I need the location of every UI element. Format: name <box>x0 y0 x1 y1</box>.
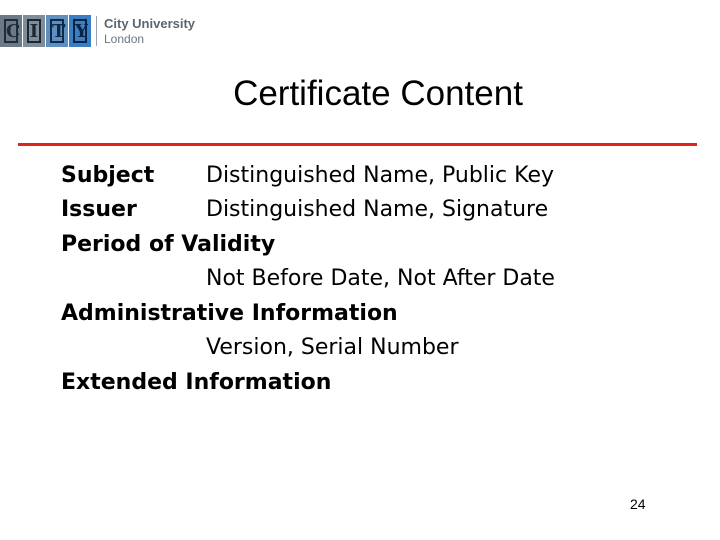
logo-tile-i: I <box>23 15 45 47</box>
title-underline-rule <box>18 143 697 146</box>
logo-tile-y: Y <box>69 15 91 47</box>
field-label: Administrative Information <box>61 300 398 326</box>
field-value: Version, Serial Number <box>206 335 459 361</box>
field-value: Not Before Date, Not After Date <box>206 266 555 292</box>
page-number: 24 <box>630 496 646 512</box>
field-label: Period of Validity <box>61 231 276 257</box>
field-label: Extended Information <box>61 369 332 395</box>
logo-subtitle: London <box>104 32 145 46</box>
logo-tile-t: T <box>46 15 68 47</box>
logo-divider <box>96 16 97 46</box>
row-administrative-detail <box>61 331 701 366</box>
row-subject <box>61 158 701 193</box>
logo-tile-c: C <box>0 15 22 47</box>
logo-letter-tiles <box>0 15 92 47</box>
row-period-of-validity <box>61 227 701 262</box>
city-university-logo <box>0 14 195 48</box>
row-validity-detail <box>61 262 701 297</box>
logo-name: City University <box>104 16 196 31</box>
row-administrative-information <box>61 296 701 331</box>
field-value: Distinguished Name, Signature <box>206 197 549 223</box>
field-value: Distinguished Name, Public Key <box>206 162 554 188</box>
slide-title: Certificate Content <box>233 74 523 113</box>
logo-wordmark <box>104 17 195 45</box>
row-extended-information <box>61 365 701 400</box>
certificate-content-list <box>61 158 701 400</box>
field-label: Subject <box>61 162 155 188</box>
row-issuer <box>61 193 701 228</box>
field-label: Issuer <box>61 197 137 223</box>
